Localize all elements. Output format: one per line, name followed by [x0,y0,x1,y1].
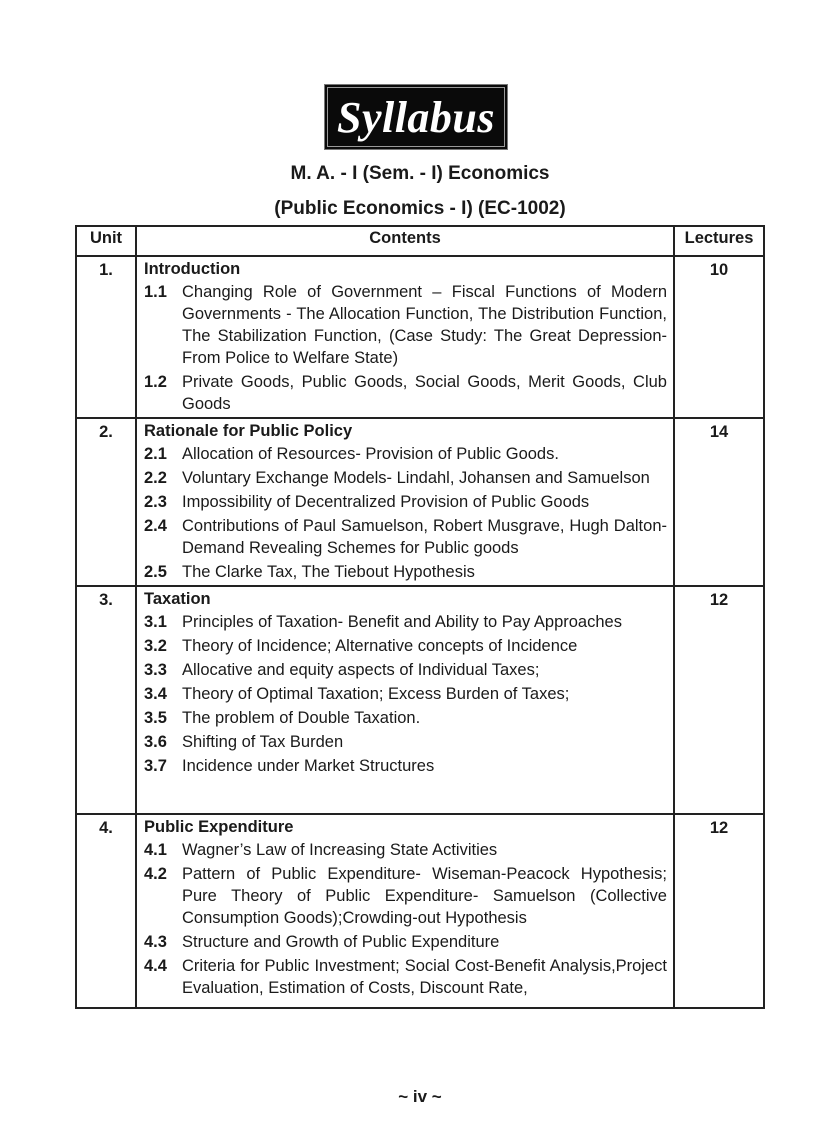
item-number: 2.4 [144,517,167,535]
unit-heading: Introduction [144,260,241,278]
list-item [144,683,667,705]
list-item [144,281,667,369]
item-number: 2.5 [144,563,167,581]
item-number: 3.4 [144,685,167,703]
item-text: Voluntary Exchange Models- Lindahl, Johansen and Samuelson [182,469,650,487]
unit-heading: Rationale for Public Policy [144,422,353,440]
list-item [144,863,667,929]
item-text: Impossibility of Decentralized Provision of Public Goods [182,493,590,511]
header-contents: Contents [136,226,674,256]
item-number: 3.3 [144,661,167,679]
unit-heading: Taxation [144,590,211,608]
list-item [144,635,667,657]
unit-number: 4. [76,814,136,1008]
item-number: 1.1 [144,283,167,301]
item-text: Private Goods, Public Goods, Social Goods, Merit Goods, Club Goods [182,373,667,413]
page-number: ~ iv ~ [398,1087,442,1106]
syllabus-table [75,225,765,1009]
item-number: 2.2 [144,469,167,487]
item-text: Theory of Incidence; Alternative concepts of Incidence [182,637,578,655]
header-lectures: Lectures [674,226,764,256]
page-title: Syllabus [336,92,496,142]
header-unit: Unit [76,226,136,256]
table-row [76,814,764,1008]
lecture-count: 12 [674,586,764,814]
unit-number: 1. [76,256,136,418]
list-item [144,955,667,999]
item-text: Allocative and equity aspects of Individual Taxes; [182,661,540,679]
spacer [144,777,667,811]
list-item [144,491,667,513]
table-row [76,256,764,418]
unit-number: 2. [76,418,136,586]
list-item [144,839,667,861]
list-item [144,371,667,415]
list-item [144,515,667,559]
item-number: 3.2 [144,637,167,655]
item-number: 4.4 [144,957,167,975]
list-item [144,731,667,753]
item-text: Allocation of Resources- Provision of Public Goods. [182,445,559,463]
table-row [76,418,764,586]
lecture-count: 10 [674,256,764,418]
list-item [144,707,667,729]
unit-contents [136,418,674,586]
course-code-subtitle: (Public Economics - I) (EC-1002) [274,198,566,219]
table-header-row [76,226,764,256]
list-item [144,561,667,583]
item-text: Criteria for Public Investment; Social Cost-Benefit Analysis,Project Evaluation, Estimation of Costs, Discount Rate, [182,957,667,997]
item-text: Principles of Taxation- Benefit and Ability to Pay Approaches [182,613,622,631]
item-number: 4.2 [144,865,167,883]
course-subtitle: M. A. - I (Sem. - I) Economics [290,163,550,184]
item-text: The Clarke Tax, The Tiebout Hypothesis [182,563,475,581]
item-number: 1.2 [144,373,167,391]
table-row [76,586,764,814]
unit-contents [136,814,674,1008]
item-number: 4.3 [144,933,167,951]
item-text: Wagner’s Law of Increasing State Activities [182,841,498,859]
item-text: The problem of Double Taxation. [182,709,421,727]
item-text: Changing Role of Government – Fiscal Functions of Modern Governments - The Allocation Function, The Distribution Function, The Stabilization Function, (Case Study: The Great Depression- From Police to Welfare State) [182,283,667,367]
item-number: 4.1 [144,841,167,859]
item-number: 2.3 [144,493,167,511]
item-text: Incidence under Market Structures [182,757,435,775]
item-number: 2.1 [144,445,167,463]
list-item [144,659,667,681]
list-item [144,443,667,465]
syllabus-title-banner [324,84,508,150]
item-text: Contributions of Paul Samuelson, Robert Musgrave, Hugh Dalton- Demand Revealing Schemes for Public goods [182,517,667,557]
list-item [144,611,667,633]
item-text: Shifting of Tax Burden [182,733,344,751]
list-item [144,931,667,953]
lecture-count: 14 [674,418,764,586]
unit-contents [136,256,674,418]
list-item [144,467,667,489]
spacer [144,999,667,1005]
lecture-count: 12 [674,814,764,1008]
unit-heading: Public Expenditure [144,818,294,836]
item-number: 3.1 [144,613,167,631]
item-number: 3.6 [144,733,167,751]
unit-contents [136,586,674,814]
list-item [144,755,667,777]
item-text: Pattern of Public Expenditure- Wiseman-Peacock Hypothesis; Pure Theory of Public Expenditure- Samuelson (Collective Consumption Goods);Crowding-out Hypothesis [182,865,667,927]
item-text: Theory of Optimal Taxation; Excess Burden of Taxes; [182,685,570,703]
unit-number: 3. [76,586,136,814]
item-number: 3.5 [144,709,167,727]
item-text: Structure and Growth of Public Expenditure [182,933,500,951]
item-number: 3.7 [144,757,167,775]
